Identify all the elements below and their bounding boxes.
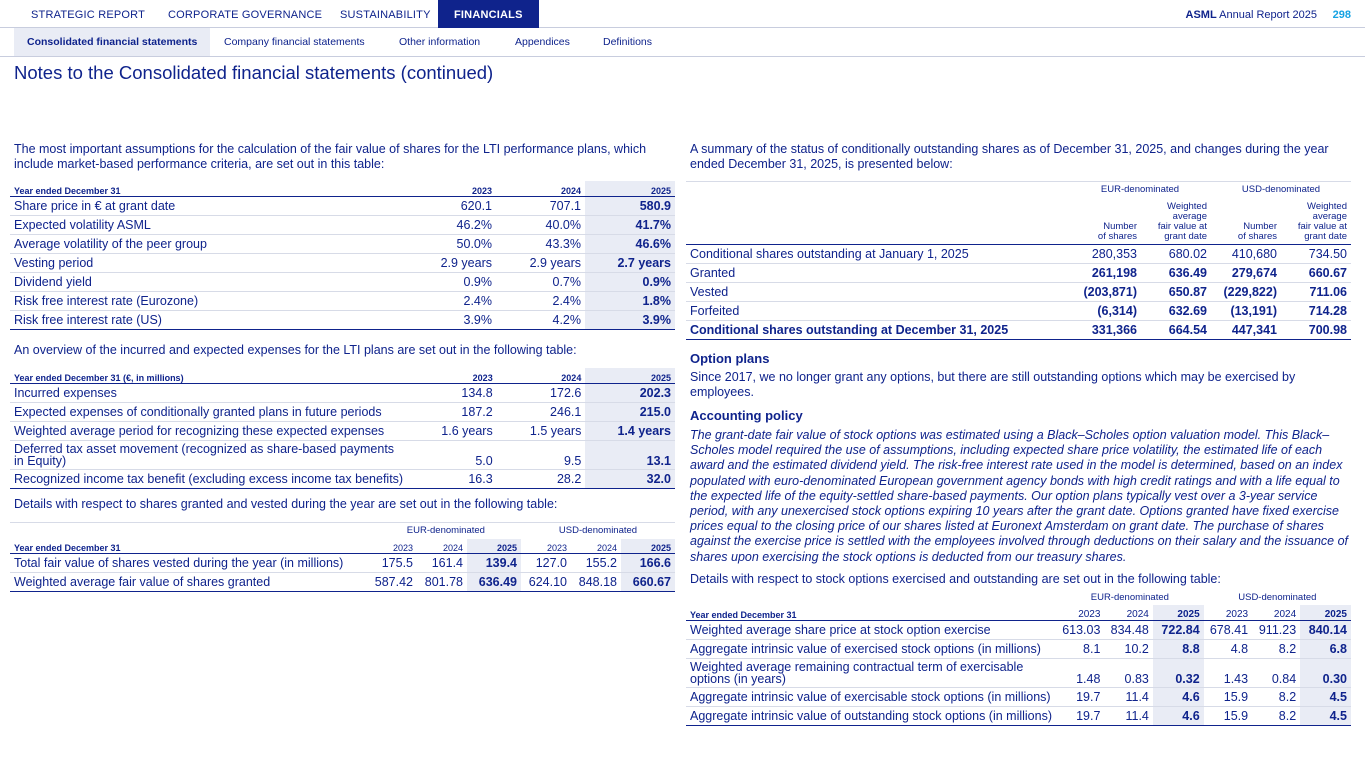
table-row bbox=[10, 383, 675, 402]
currency-group-header bbox=[10, 523, 675, 539]
cell: 5.0 bbox=[407, 440, 497, 469]
subtab-company[interactable]: Company financial statements bbox=[224, 36, 365, 48]
cell: 202.3 bbox=[585, 383, 675, 402]
header-usd-2025: 2025 bbox=[1300, 605, 1351, 620]
cell: 2.7 years bbox=[585, 253, 675, 272]
row-label: Risk free interest rate (Eurozone) bbox=[10, 291, 406, 310]
cell: 3.9% bbox=[585, 310, 675, 329]
tab-financials[interactable]: FINANCIALS bbox=[438, 0, 539, 28]
row-label: Incurred expenses bbox=[10, 383, 407, 402]
cell: 714.28 bbox=[1281, 302, 1351, 321]
cell: 13.1 bbox=[585, 440, 675, 469]
cell: 172.6 bbox=[497, 383, 586, 402]
row-label: Expected volatility ASML bbox=[10, 215, 406, 234]
cell: 632.69 bbox=[1141, 302, 1211, 321]
row-label: Weighted average period for recognizing these expected expenses bbox=[10, 421, 407, 440]
cell: 15.9 bbox=[1204, 706, 1252, 725]
header-label: Year ended December 31 bbox=[10, 539, 371, 554]
header-2024: 2024 bbox=[497, 368, 586, 383]
header-usd-2024: 2024 bbox=[1252, 605, 1300, 620]
cell: 1.43 bbox=[1204, 658, 1252, 687]
table-header bbox=[686, 605, 1351, 620]
row-label: Total fair value of shares vested during the year (in millions) bbox=[10, 554, 371, 573]
cell: (203,871) bbox=[1069, 283, 1141, 302]
row-label: Weighted average fair value of shares granted bbox=[10, 573, 371, 592]
page-title: Notes to the Consolidated financial statements (continued) bbox=[14, 62, 494, 83]
cell: 624.10 bbox=[521, 573, 571, 592]
table-row bbox=[10, 440, 675, 469]
cell: 707.1 bbox=[496, 196, 585, 215]
row-label: Conditional shares outstanding at December 31, 2025 bbox=[686, 321, 1069, 340]
table-row bbox=[10, 234, 675, 253]
cell: 2.9 years bbox=[406, 253, 496, 272]
table-row bbox=[686, 283, 1351, 302]
table-row bbox=[686, 658, 1351, 687]
cell: 410,680 bbox=[1211, 245, 1281, 264]
header-weighted-line3: fair value at bbox=[1297, 221, 1347, 232]
tab-strategic-report[interactable]: STRATEGIC REPORT bbox=[31, 9, 146, 21]
sub-navigation bbox=[0, 28, 1365, 57]
cell: 261,198 bbox=[1069, 264, 1141, 283]
table-row bbox=[10, 272, 675, 291]
header-weighted-line3: fair value at bbox=[1157, 221, 1207, 232]
table-row bbox=[686, 245, 1351, 264]
cell: 215.0 bbox=[585, 402, 675, 421]
currency-group-header bbox=[686, 182, 1351, 198]
row-label: Share price in € at grant date bbox=[10, 196, 406, 215]
table-row bbox=[10, 421, 675, 440]
cell: 46.6% bbox=[585, 234, 675, 253]
cell: 734.50 bbox=[1281, 245, 1351, 264]
cell: 6.8 bbox=[1300, 639, 1351, 658]
header-weighted-line4: grant date bbox=[1304, 231, 1347, 242]
table-row bbox=[10, 253, 675, 272]
header-label: Year ended December 31 (€, in millions) bbox=[10, 368, 407, 383]
group-eur: EUR-denominated bbox=[1069, 182, 1211, 198]
header-number-line1: Number bbox=[1243, 221, 1277, 232]
accounting-policy-text: The grant-date fair value of stock options was estimated using a Black–Scholes option valuation model. This Black–Scholes model required the use of assumptions, including expected share price volatility, the estimated life of each award and the estimated dividend yield. The risk-free interest rate used in the model is determined, based on an index populated with euro-denominated European government agency bonds with high credit ratings and with a life equal to the expected life of the equity-settled share-based payments. Our option plans typically vest over a 3-year service period, with any unexercised stock options expiring 10 years after the grant date. Options granted have fixed exercise prices equal to the closing price of our shares listed at Euronext Amsterdam on grant date. The purchase of shares against the exercise price is settled with the employees involved through deductions on their salary and the issuance of shares upon exercising the stock options is deducted from our treasury shares. bbox=[690, 428, 1349, 564]
tab-corporate-governance[interactable]: CORPORATE GOVERNANCE bbox=[168, 9, 323, 21]
cell: 650.87 bbox=[1141, 283, 1211, 302]
cell: 911.23 bbox=[1252, 620, 1300, 639]
cell: 1.6 years bbox=[407, 421, 497, 440]
header-usd-2024: 2024 bbox=[571, 539, 621, 554]
cell: 155.2 bbox=[571, 554, 621, 573]
cell: 43.3% bbox=[496, 234, 585, 253]
cell: 636.49 bbox=[467, 573, 521, 592]
table-row-total bbox=[686, 321, 1351, 340]
header-eur-2024: 2024 bbox=[417, 539, 467, 554]
header-eur-weighted bbox=[1141, 198, 1211, 245]
row-label: Aggregate intrinsic value of outstanding stock options (in millions) bbox=[686, 706, 1056, 725]
cell: 834.48 bbox=[1104, 620, 1152, 639]
cell: 0.84 bbox=[1252, 658, 1300, 687]
header-eur-2023: 2023 bbox=[371, 539, 417, 554]
header-weighted-line1: Weighted bbox=[1167, 201, 1207, 212]
cell: 620.1 bbox=[406, 196, 496, 215]
header-label: Year ended December 31 bbox=[686, 605, 1056, 620]
header-number-line2: of shares bbox=[1237, 231, 1277, 242]
table-row bbox=[686, 264, 1351, 283]
cell: 722.84 bbox=[1153, 620, 1204, 639]
lti-assumptions-table bbox=[10, 181, 675, 330]
cell: 279,674 bbox=[1211, 264, 1281, 283]
cell: 0.9% bbox=[406, 272, 496, 291]
row-label: Vested bbox=[686, 283, 1069, 302]
row-label: Aggregate intrinsic value of exercised stock options (in millions) bbox=[686, 639, 1056, 658]
cell: 840.14 bbox=[1300, 620, 1351, 639]
cell: 2.4% bbox=[406, 291, 496, 310]
option-plans-text: Since 2017, we no longer grant any options, but there are still outstanding options which may be exercised by employees. bbox=[690, 370, 1296, 400]
row-label: Conditional shares outstanding at January 1, 2025 bbox=[686, 245, 1069, 264]
table-row bbox=[686, 706, 1351, 725]
cell: (6,314) bbox=[1069, 302, 1141, 321]
table-row bbox=[10, 215, 675, 234]
cell: 4.2% bbox=[496, 310, 585, 329]
cell: 46.2% bbox=[406, 215, 496, 234]
stock-options-table bbox=[686, 589, 1351, 726]
header-eur-2023: 2023 bbox=[1056, 605, 1104, 620]
group-usd: USD-denominated bbox=[521, 523, 675, 539]
row-label: Granted bbox=[686, 264, 1069, 283]
cell: 4.8 bbox=[1204, 639, 1252, 658]
cell: 0.32 bbox=[1153, 658, 1204, 687]
header-weighted-line1: Weighted bbox=[1307, 201, 1347, 212]
cell: (13,191) bbox=[1211, 302, 1281, 321]
cell: 40.0% bbox=[496, 215, 585, 234]
group-usd: USD-denominated bbox=[1238, 591, 1317, 603]
cell: 2.4% bbox=[496, 291, 585, 310]
group-usd: USD-denominated bbox=[1211, 182, 1351, 198]
row-label: Recognized income tax benefit (excluding excess income tax benefits) bbox=[10, 469, 407, 488]
cell: 11.4 bbox=[1104, 687, 1152, 706]
row-label: Forfeited bbox=[686, 302, 1069, 321]
cell: 1.8% bbox=[585, 291, 675, 310]
cell: 246.1 bbox=[497, 402, 586, 421]
cell: 2.9 years bbox=[496, 253, 585, 272]
cell: 0.83 bbox=[1104, 658, 1152, 687]
cell: 175.5 bbox=[371, 554, 417, 573]
cell: 4.5 bbox=[1300, 706, 1351, 725]
cell: 15.9 bbox=[1204, 687, 1252, 706]
cell: 28.2 bbox=[497, 469, 586, 488]
row-label: Aggregate intrinsic value of exercisable stock options (in millions) bbox=[686, 687, 1056, 706]
cell: 3.9% bbox=[406, 310, 496, 329]
cell: 636.49 bbox=[1141, 264, 1211, 283]
header-weighted-line4: grant date bbox=[1164, 231, 1207, 242]
header-usd-weighted bbox=[1281, 198, 1351, 245]
header-2025: 2025 bbox=[585, 181, 675, 196]
shares-granted-vested-table bbox=[10, 522, 675, 592]
row-label: Average volatility of the peer group bbox=[10, 234, 406, 253]
cell: 166.6 bbox=[621, 554, 675, 573]
header-usd-2023: 2023 bbox=[1204, 605, 1252, 620]
row-label: Weighted average remaining contractual term of exercisable options (in years) bbox=[686, 658, 1056, 687]
header-eur-2025: 2025 bbox=[1153, 605, 1204, 620]
cell: 613.03 bbox=[1056, 620, 1104, 639]
group-eur: EUR-denominated bbox=[1090, 591, 1169, 603]
cell: 0.9% bbox=[585, 272, 675, 291]
cell: 660.67 bbox=[621, 573, 675, 592]
cell: 447,341 bbox=[1211, 321, 1281, 340]
table-header bbox=[10, 368, 675, 383]
cell: 11.4 bbox=[1104, 706, 1152, 725]
cell: 1.4 years bbox=[585, 421, 675, 440]
option-plans-heading: Option plans bbox=[690, 351, 770, 366]
accounting-policy-heading: Accounting policy bbox=[690, 408, 803, 423]
row-label: Weighted average share price at stock option exercise bbox=[686, 620, 1056, 639]
subtab-appendices[interactable]: Appendices bbox=[515, 36, 570, 48]
cell: 587.42 bbox=[371, 573, 417, 592]
table-row bbox=[10, 402, 675, 421]
table-row bbox=[686, 302, 1351, 321]
table-row bbox=[10, 554, 675, 573]
header-2024: 2024 bbox=[496, 181, 585, 196]
cell: 580.9 bbox=[585, 196, 675, 215]
cell: 1.48 bbox=[1056, 658, 1104, 687]
cell: 8.2 bbox=[1252, 687, 1300, 706]
cell: (229,822) bbox=[1211, 283, 1281, 302]
header-weighted-line2: average bbox=[1312, 211, 1347, 222]
cell: 680.02 bbox=[1141, 245, 1211, 264]
cell: 4.5 bbox=[1300, 687, 1351, 706]
cell: 10.2 bbox=[1104, 639, 1152, 658]
table-row bbox=[686, 687, 1351, 706]
cell: 8.1 bbox=[1056, 639, 1104, 658]
cell: 41.7% bbox=[585, 215, 675, 234]
header-eur-2025: 2025 bbox=[467, 539, 521, 554]
cell: 139.4 bbox=[467, 554, 521, 573]
cell: 664.54 bbox=[1141, 321, 1211, 340]
header-2025: 2025 bbox=[585, 368, 675, 383]
intro-stock-options: Details with respect to stock options exercised and outstanding are set out in the following table: bbox=[690, 572, 1221, 586]
cell: 8.8 bbox=[1153, 639, 1204, 658]
header-number-line2: of shares bbox=[1097, 231, 1137, 242]
row-label: Dividend yield bbox=[10, 272, 406, 291]
cell: 678.41 bbox=[1204, 620, 1252, 639]
header-eur-2024: 2024 bbox=[1104, 605, 1152, 620]
subtab-other-information[interactable]: Other information bbox=[399, 36, 481, 48]
intro-lti-assumptions: The most important assumptions for the calculation of the fair value of shares for the LTI performance plans, which include market-based performance criteria, are set out in this table: bbox=[14, 142, 647, 171]
page-number: 298 bbox=[1332, 9, 1351, 21]
cell: 16.3 bbox=[407, 469, 497, 488]
cell: 32.0 bbox=[585, 469, 675, 488]
header-label: Year ended December 31 bbox=[10, 181, 406, 196]
cell: 660.67 bbox=[1281, 264, 1351, 283]
table-row bbox=[10, 469, 675, 488]
row-label: Vesting period bbox=[10, 253, 406, 272]
brand-name: ASML bbox=[1185, 9, 1217, 21]
cell: 134.8 bbox=[407, 383, 497, 402]
table-header bbox=[686, 198, 1351, 245]
cell: 280,353 bbox=[1069, 245, 1141, 264]
cell: 4.6 bbox=[1153, 687, 1204, 706]
cell: 50.0% bbox=[406, 234, 496, 253]
intro-conditional-shares: A summary of the status of conditionally outstanding shares as of December 31, 2025, and changes during the year ended December 31, 2025, is presented below: bbox=[690, 142, 1329, 171]
cell: 700.98 bbox=[1281, 321, 1351, 340]
header-usd-2023: 2023 bbox=[521, 539, 571, 554]
table-row bbox=[10, 310, 675, 329]
cell: 161.4 bbox=[417, 554, 467, 573]
row-label: Deferred tax asset movement (recognized as share-based payments in Equity) bbox=[10, 440, 407, 469]
cell: 801.78 bbox=[417, 573, 467, 592]
tab-sustainability[interactable]: SUSTAINABILITY bbox=[340, 9, 431, 21]
cell: 187.2 bbox=[407, 402, 497, 421]
header-2023: 2023 bbox=[407, 368, 497, 383]
currency-group-header bbox=[686, 589, 1351, 605]
cell: 711.06 bbox=[1281, 283, 1351, 302]
cell: 4.6 bbox=[1153, 706, 1204, 725]
intro-shares-granted-vested: Details with respect to shares granted and vested during the year are set out in the following table: bbox=[14, 497, 558, 511]
table-row bbox=[686, 620, 1351, 639]
group-eur: EUR-denominated bbox=[371, 523, 521, 539]
cell: 0.30 bbox=[1300, 658, 1351, 687]
cell: 9.5 bbox=[497, 440, 586, 469]
cell: 19.7 bbox=[1056, 687, 1104, 706]
brand-report: Annual Report 2025 bbox=[1216, 9, 1317, 21]
header-usd-number bbox=[1211, 198, 1281, 245]
cell: 19.7 bbox=[1056, 706, 1104, 725]
cell: 0.7% bbox=[496, 272, 585, 291]
table-row bbox=[10, 196, 675, 215]
header-usd-2025: 2025 bbox=[621, 539, 675, 554]
cell: 127.0 bbox=[521, 554, 571, 573]
top-navigation bbox=[0, 0, 1365, 28]
table-row bbox=[10, 573, 675, 592]
subtab-consolidated[interactable]: Consolidated financial statements bbox=[14, 28, 210, 56]
table-header bbox=[10, 181, 675, 196]
header-number-line1: Number bbox=[1103, 221, 1137, 232]
cell: 1.5 years bbox=[497, 421, 586, 440]
cell: 8.2 bbox=[1252, 639, 1300, 658]
cell: 331,366 bbox=[1069, 321, 1141, 340]
report-brand bbox=[1186, 0, 1317, 30]
table-row bbox=[10, 291, 675, 310]
conditional-shares-table bbox=[686, 181, 1351, 340]
table-header bbox=[10, 539, 675, 554]
lti-expenses-table bbox=[10, 368, 675, 489]
subtab-definitions[interactable]: Definitions bbox=[603, 36, 653, 48]
header-weighted-line2: average bbox=[1172, 211, 1207, 222]
header-2023: 2023 bbox=[406, 181, 496, 196]
table-row bbox=[686, 639, 1351, 658]
cell: 8.2 bbox=[1252, 706, 1300, 725]
cell: 848.18 bbox=[571, 573, 621, 592]
row-label: Expected expenses of conditionally granted plans in future periods bbox=[10, 402, 407, 421]
header-eur-number bbox=[1069, 198, 1141, 245]
intro-lti-expenses: An overview of the incurred and expected expenses for the LTI plans are set out in the following table: bbox=[14, 343, 577, 357]
row-label: Risk free interest rate (US) bbox=[10, 310, 406, 329]
